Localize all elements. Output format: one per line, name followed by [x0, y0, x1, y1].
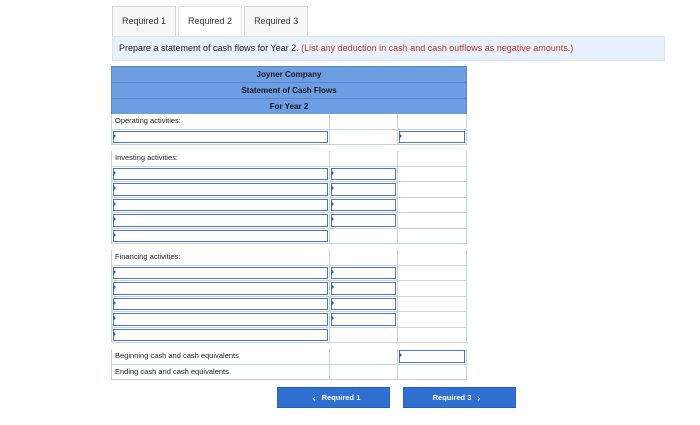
table-row: [111, 349, 467, 365]
financing-amount-input[interactable]: [331, 282, 396, 295]
financing-description-input[interactable]: [113, 282, 328, 295]
statement-title: Statement of Cash Flows: [111, 82, 467, 98]
table-row: [111, 328, 467, 344]
table-row: [111, 198, 467, 214]
investing-description-input[interactable]: [113, 168, 328, 181]
financing-description-input[interactable]: [113, 298, 328, 311]
table-row: [111, 114, 467, 130]
operating-total-input[interactable]: [399, 131, 465, 144]
instruction-bar: [112, 36, 665, 61]
investing-amount-input[interactable]: [331, 214, 396, 227]
instruction-note: (List any deduction in cash and cash outflows as negative amounts.): [301, 43, 574, 53]
table-row: [111, 266, 467, 282]
table-row: [111, 182, 467, 198]
next-required-button[interactable]: [403, 387, 516, 408]
financing-total-description-input[interactable]: [113, 329, 328, 342]
operating-activities-label: Operating activities:: [115, 116, 181, 125]
ending-cash-label: Ending cash and cash equivalents: [115, 366, 229, 376]
table-row: [111, 281, 467, 297]
tab-required-1[interactable]: Required 1: [112, 6, 176, 36]
company-name: Joyner Company: [111, 66, 467, 82]
investing-amount-input[interactable]: [331, 168, 396, 181]
investing-activities-label: Investing activities:: [115, 153, 178, 162]
table-row: [111, 167, 467, 183]
table-row: [111, 365, 467, 381]
operating-description-input[interactable]: [113, 131, 328, 144]
table-row: [111, 312, 467, 328]
financing-amount-input[interactable]: [331, 298, 396, 311]
financing-amount-input[interactable]: [331, 267, 396, 280]
prev-required-button[interactable]: [277, 387, 390, 408]
table-row: [111, 213, 467, 229]
financing-description-input[interactable]: [113, 267, 328, 280]
investing-description-input[interactable]: [113, 214, 328, 227]
investing-amount-input[interactable]: [331, 199, 396, 212]
tab-bar: [112, 6, 310, 36]
investing-description-input[interactable]: [113, 183, 328, 196]
table-row: [111, 151, 467, 167]
financing-amount-input[interactable]: [331, 313, 396, 326]
chevron-left-icon: ‹: [312, 392, 316, 403]
next-button-label: Required 3: [432, 393, 472, 402]
beginning-cash-label: Beginning cash and cash equivalents: [115, 351, 239, 360]
beginning-cash-input[interactable]: [399, 350, 465, 363]
tab-required-3[interactable]: Required 3: [244, 6, 308, 36]
statement-period: For Year 2: [111, 98, 467, 114]
investing-amount-input[interactable]: [331, 183, 396, 196]
investing-description-input[interactable]: [113, 199, 328, 212]
prev-button-label: Required 1: [321, 393, 361, 402]
cash-flow-statement: [111, 66, 467, 380]
instruction-text: Prepare a statement of cash flows for Year 2.: [119, 43, 299, 53]
financing-description-input[interactable]: [113, 313, 328, 326]
tab-required-2[interactable]: Required 2: [178, 6, 242, 36]
financing-activities-label: Financing activities:: [115, 252, 181, 261]
investing-total-description-input[interactable]: [113, 230, 328, 243]
table-row: [111, 250, 467, 266]
table-row: [111, 130, 467, 146]
table-row: [111, 297, 467, 313]
table-row: [111, 229, 467, 245]
chevron-right-icon: ›: [477, 392, 481, 403]
